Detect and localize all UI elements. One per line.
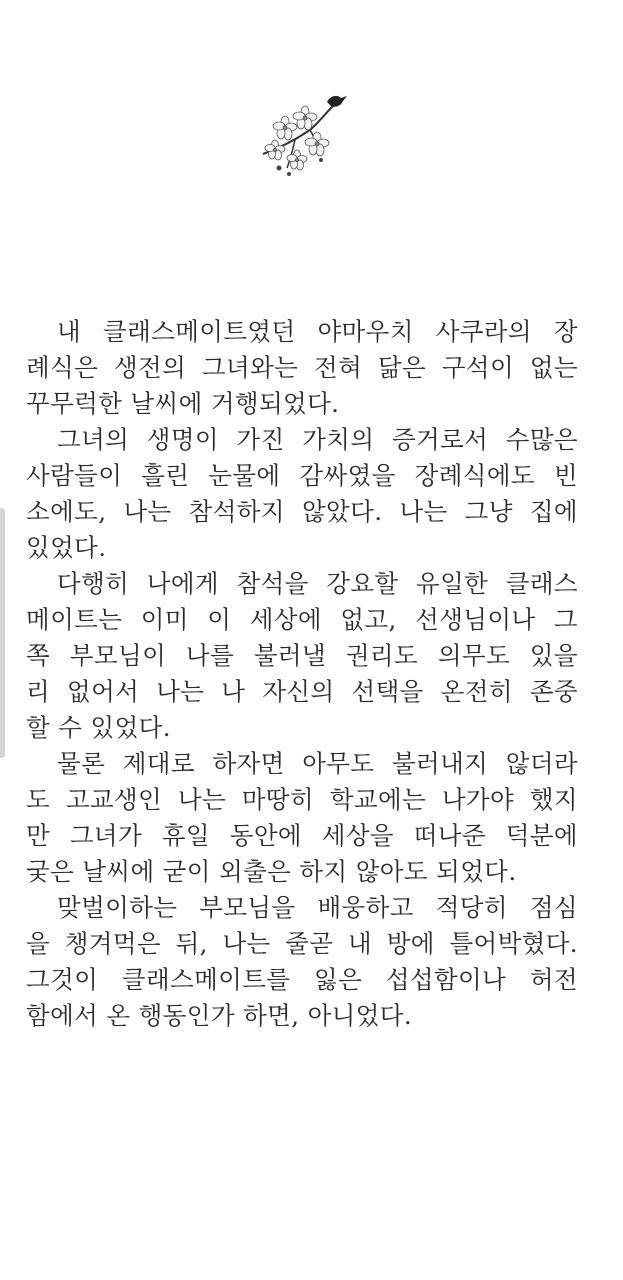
text-line: 꾸무럭한 날씨에 거행되었다.	[26, 389, 340, 418]
paragraph	[26, 890, 578, 1034]
paragraph	[26, 746, 578, 890]
text-line: 궂은 날씨에 굳이 외출은 하지 않아도 되었다.	[26, 857, 517, 886]
text-line: 그것이 클래스메이트를 잃은 섭섭함이나 허전	[26, 965, 578, 994]
page-edge-scroll-handle[interactable]	[0, 508, 5, 758]
text-line: 례식은 생전의 그녀와는 전혀 닮은 구석이 없는	[26, 353, 578, 382]
text-line: 쪽 부모님이 나를 불러낼 권리도 의무도 있을	[26, 641, 578, 670]
cherry-blossom-illustration	[255, 88, 355, 188]
text-line: 그녀의 생명이 가진 가치의 증거로서 수많은	[57, 425, 578, 454]
text-line: 메이트는 이미 이 세상에 없고, 선생님이나 그	[26, 605, 578, 634]
story-body-text	[26, 314, 578, 1034]
cherry-blossom-bird-icon	[255, 88, 355, 188]
text-line: 리 없어서 나는 나 자신의 선택을 온전히 존중	[26, 677, 578, 706]
paragraph	[26, 314, 578, 422]
text-line: 다행히 나에게 참석을 강요할 유일한 클래스	[57, 569, 578, 598]
text-line: 함에서 온 행동인가 하면, 아니었다.	[26, 1001, 413, 1030]
text-line: 소에도, 나는 참석하지 않았다. 나는 그냥 집에	[26, 497, 578, 526]
text-line: 사람들이 흘린 눈물에 감싸였을 장례식에도 빈	[26, 461, 578, 490]
text-line: 맞벌이하는 부모님을 배웅하고 적당히 점심	[57, 893, 578, 922]
text-line: 있었다.	[26, 533, 107, 562]
text-line: 만 그녀가 휴일 동안에 세상을 떠나준 덕분에	[26, 821, 578, 850]
paragraph	[26, 566, 578, 746]
text-line: 내 클래스메이트였던 야마우치 사쿠라의 장	[57, 317, 578, 346]
text-line: 을 챙겨먹은 뒤, 나는 줄곧 내 방에 틀어박혔다.	[26, 929, 578, 958]
text-line: 물론 제대로 하자면 아무도 불러내지 않더라	[57, 749, 578, 778]
paragraph	[26, 422, 578, 566]
text-line: 할 수 있었다.	[26, 713, 171, 742]
text-line: 도 고교생인 나는 마땅히 학교에는 나가야 했지	[26, 785, 578, 814]
